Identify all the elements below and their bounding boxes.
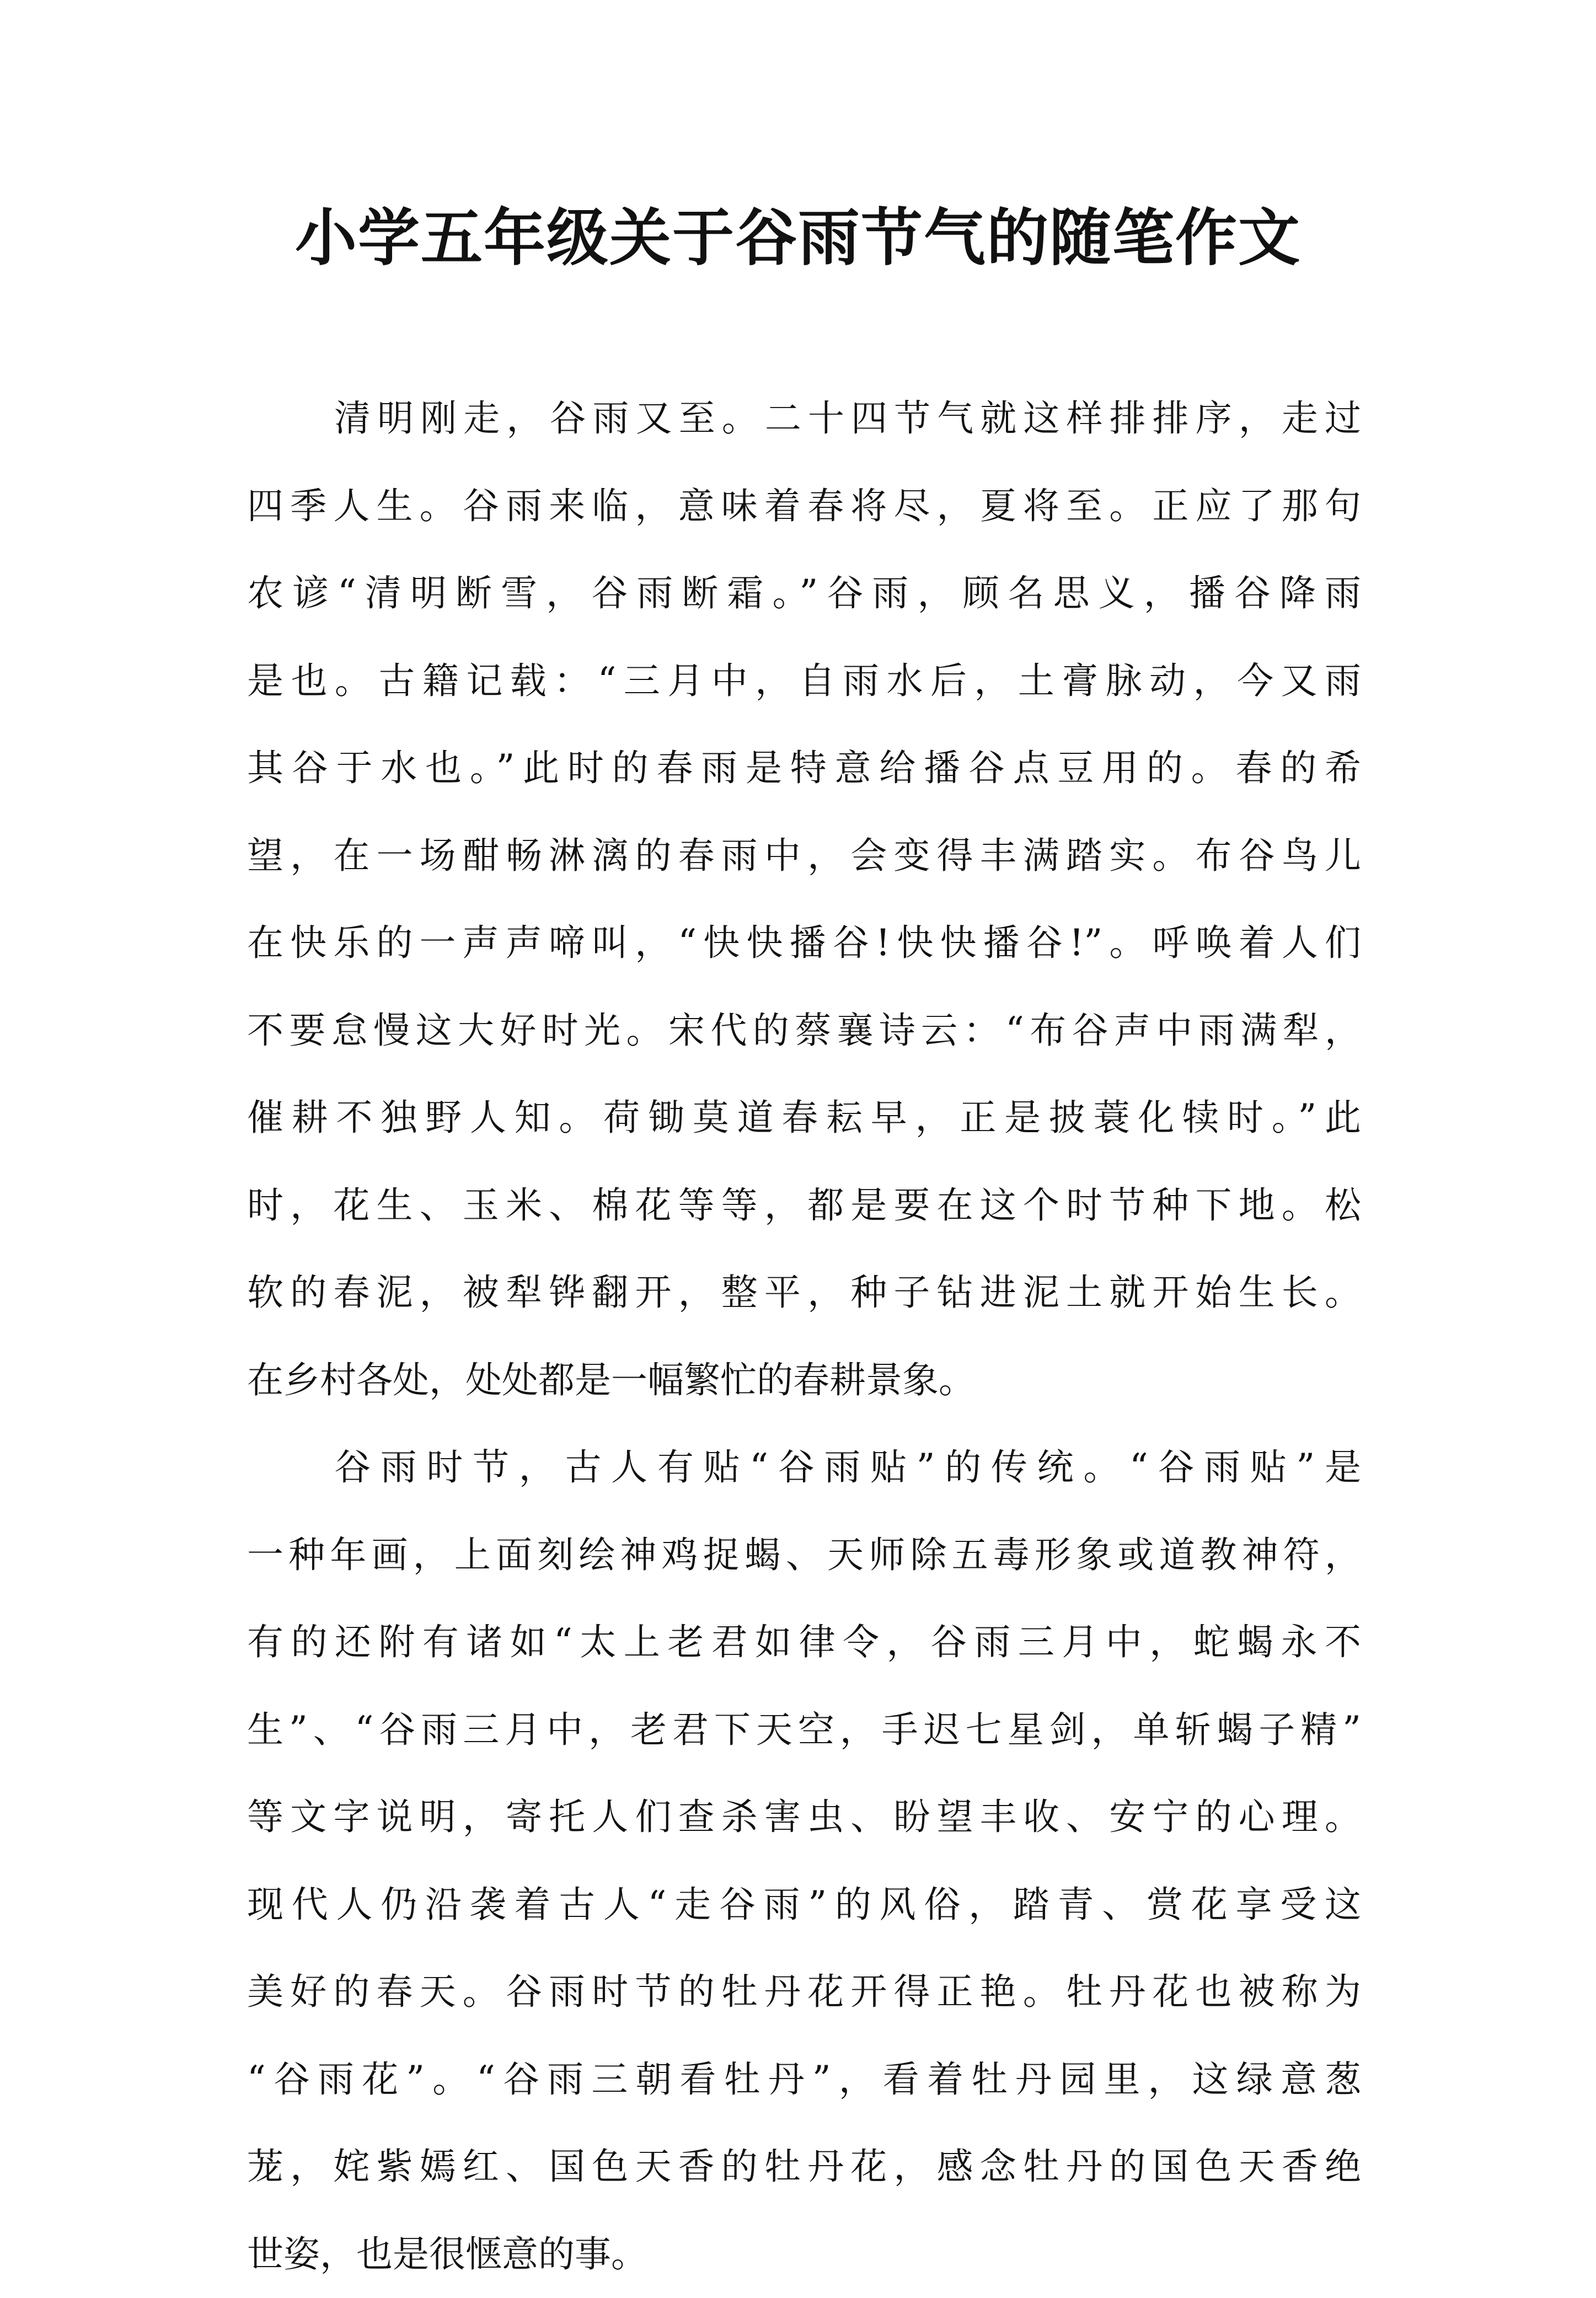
paragraph-line: 世姿，也是很惬意的事。 bbox=[247, 2211, 1361, 2298]
paragraph-line: 催耕不独野人知。荷锄莫道春耘早，正是披蓑化犊时。”此 bbox=[247, 1074, 1361, 1162]
document-title: 小学五年级关于谷雨节气的随笔作文 bbox=[0, 200, 1596, 277]
paragraph-line: 一种年画，上面刻绘神鸡捉蝎、天师除五毒形象或道教神符， bbox=[247, 1512, 1361, 1599]
document-body bbox=[247, 375, 1361, 2298]
paragraph-2 bbox=[247, 1424, 1361, 2298]
paragraph-line: 现代人仍沿袭着古人“走谷雨”的风俗，踏青、赏花享受这 bbox=[247, 1861, 1361, 1949]
paragraph-line: 不要怠慢这大好时光。宋代的蔡襄诗云：“布谷声中雨满犁， bbox=[247, 987, 1361, 1075]
paragraph-line: 美好的春天。谷雨时节的牡丹花开得正艳。牡丹花也被称为 bbox=[247, 1948, 1361, 2036]
paragraph-line: “谷雨花”。“谷雨三朝看牡丹”，看着牡丹园里，这绿意葱 bbox=[247, 2036, 1361, 2124]
paragraph-line: 茏，姹紫嫣红、国色天香的牡丹花，感念牡丹的国色天香绝 bbox=[247, 2123, 1361, 2211]
paragraph-1 bbox=[247, 375, 1361, 1424]
paragraph-line: 生”、“谷雨三月中，老君下天空，手迟七星剑，单斩蝎子精” bbox=[247, 1686, 1361, 1774]
paragraph-line: 时，花生、玉米、棉花等等，都是要在这个时节种下地。松 bbox=[247, 1162, 1361, 1250]
paragraph-line: 四季人生。谷雨来临，意味着春将尽，夏将至。正应了那句 bbox=[247, 463, 1361, 550]
paragraph-line: 软的春泥，被犁铧翻开，整平，种子钻进泥土就开始生长。 bbox=[247, 1249, 1361, 1337]
paragraph-line: 在乡村各处，处处都是一幅繁忙的春耕景象。 bbox=[247, 1337, 1361, 1424]
paragraph-line: 等文字说明，寄托人们查杀害虫、盼望丰收、安宁的心理。 bbox=[247, 1774, 1361, 1861]
paragraph-line: 是也。古籍记载：“三月中，自雨水后，土膏脉动，今又雨 bbox=[247, 638, 1361, 725]
paragraph-line: 在快乐的一声声啼叫，“快快播谷!快快播谷!”。呼唤着人们 bbox=[247, 899, 1361, 987]
paragraph-line: 清明刚走，谷雨又至。二十四节气就这样排排序，走过 bbox=[247, 375, 1361, 463]
paragraph-line: 农谚“清明断雪，谷雨断霜。”谷雨，顾名思义，播谷降雨 bbox=[247, 550, 1361, 638]
paragraph-line: 有的还附有诸如“太上老君如律令，谷雨三月中，蛇蝎永不 bbox=[247, 1599, 1361, 1686]
paragraph-line: 望，在一场酣畅淋漓的春雨中，会变得丰满踏实。布谷鸟儿 bbox=[247, 812, 1361, 900]
paragraph-line: 其谷于水也。”此时的春雨是特意给播谷点豆用的。春的希 bbox=[247, 725, 1361, 812]
paragraph-line: 谷雨时节，古人有贴“谷雨贴”的传统。“谷雨贴”是 bbox=[247, 1424, 1361, 1512]
